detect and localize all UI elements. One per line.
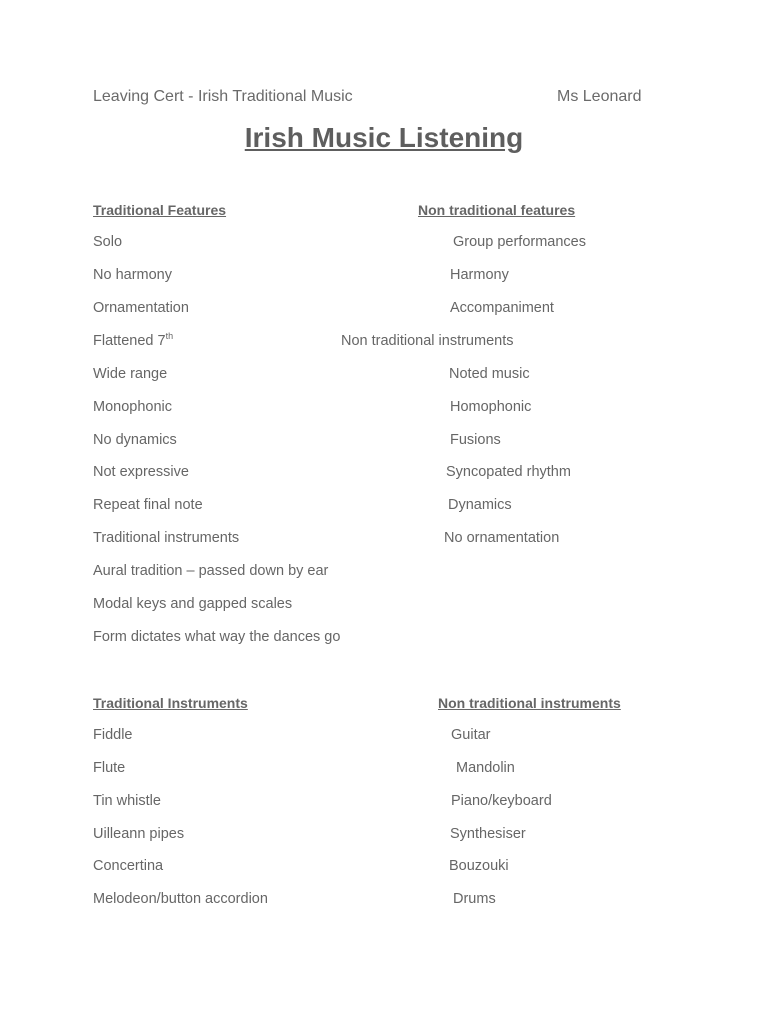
traditional-feature-item: Wide range: [93, 366, 168, 382]
traditional-feature-item: Ornamentation: [93, 300, 189, 316]
traditional-instrument-item: Concertina: [93, 858, 164, 874]
flattened-seventh-text: Flattened 7: [93, 333, 166, 349]
non-traditional-feature-item: Fusions: [450, 432, 501, 448]
non-traditional-feature-item: Harmony: [450, 267, 509, 283]
page-title: Irish Music Listening: [244, 122, 524, 153]
header-course: Leaving Cert - Irish Traditional Music: [93, 88, 353, 105]
traditional-instrument-item: Fiddle: [93, 727, 133, 743]
traditional-feature-item: No dynamics: [93, 432, 177, 448]
traditional-feature-item: Solo: [93, 234, 123, 250]
traditional-feature-item: Form dictates what way the dances go: [93, 629, 341, 645]
non-traditional-feature-item: Noted music: [449, 366, 530, 382]
traditional-feature-item: Monophonic: [93, 399, 172, 415]
traditional-instruments-heading: Traditional Instruments: [93, 695, 248, 711]
traditional-feature-item: Modal keys and gapped scales: [93, 596, 293, 612]
non-traditional-instrument-item: Guitar: [451, 727, 491, 743]
traditional-instrument-item: Melodeon/button accordion: [93, 891, 268, 907]
non-traditional-instrument-item: Drums: [453, 891, 496, 907]
non-traditional-feature-item: Homophonic: [450, 399, 532, 415]
ordinal-superscript: th: [165, 331, 174, 341]
traditional-instrument-item: Uilleann pipes: [93, 826, 185, 842]
traditional-feature-item: No harmony: [93, 267, 172, 283]
non-traditional-instruments-heading: Non traditional instruments: [438, 695, 621, 711]
traditional-instrument-item: Flute: [93, 760, 126, 776]
non-traditional-feature-item: Syncopated rhythm: [446, 464, 571, 480]
header-teacher: Ms Leonard: [557, 88, 642, 105]
traditional-feature-item-flattened: [93, 331, 174, 349]
non-traditional-instrument-item: Synthesiser: [450, 826, 526, 842]
non-traditional-feature-item: Group performances: [453, 234, 586, 250]
traditional-feature-item: Traditional instruments: [93, 530, 240, 546]
non-traditional-feature-item: No ornamentation: [444, 530, 560, 546]
non-traditional-instrument-item: Piano/keyboard: [451, 793, 552, 809]
traditional-feature-item: Aural tradition – passed down by ear: [93, 563, 329, 579]
non-traditional-instrument-item: Mandolin: [456, 760, 515, 776]
traditional-feature-item: Not expressive: [93, 464, 189, 480]
non-traditional-features-heading: Non traditional features: [418, 202, 576, 218]
non-traditional-feature-item: Non traditional instruments: [341, 333, 514, 349]
non-traditional-feature-item: Accompaniment: [450, 300, 554, 316]
non-traditional-instrument-item: Bouzouki: [449, 858, 509, 874]
traditional-instrument-item: Tin whistle: [93, 793, 161, 809]
non-traditional-feature-item: Dynamics: [448, 497, 512, 513]
traditional-features-heading: Traditional Features: [93, 202, 227, 218]
traditional-feature-item: Repeat final note: [93, 497, 203, 513]
